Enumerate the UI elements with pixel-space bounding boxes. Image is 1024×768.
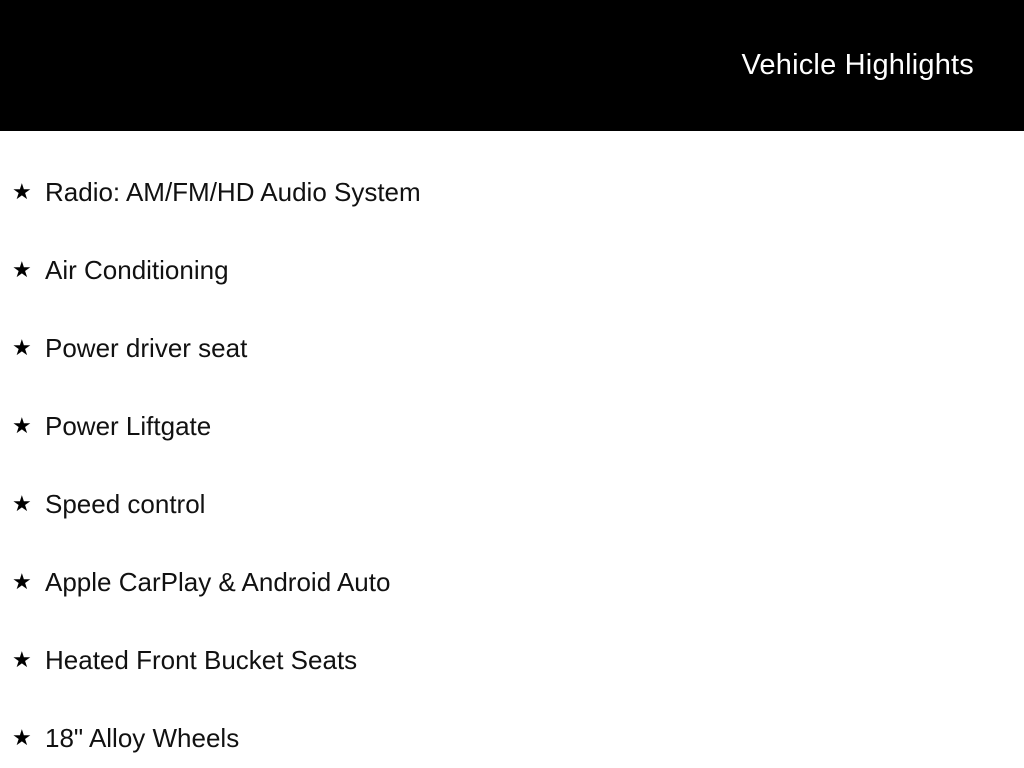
list-item: [0, 699, 1024, 768]
star-icon: ★: [12, 179, 32, 204]
list-item: [0, 387, 1024, 465]
star-icon: ★: [12, 725, 32, 750]
list-item: [0, 231, 1024, 309]
header-bar: [0, 0, 1024, 131]
page-title: Vehicle Highlights: [741, 49, 974, 81]
list-item-label: Radio: AM/FM/HD Audio System: [45, 177, 421, 207]
list-item-label: Heated Front Bucket Seats: [45, 645, 358, 675]
list-item: [0, 621, 1024, 699]
list-item: [0, 543, 1024, 621]
star-icon: ★: [12, 647, 32, 672]
list-item-label: Air Conditioning: [45, 255, 229, 285]
list-item-label: Power Liftgate: [45, 411, 212, 441]
vehicle-highlights-list: [0, 131, 1024, 768]
star-icon: ★: [12, 335, 32, 360]
list-item: [0, 309, 1024, 387]
star-icon: ★: [12, 413, 32, 438]
list-item: [0, 153, 1024, 231]
list-item-label: Speed control: [45, 489, 206, 519]
list-item: [0, 465, 1024, 543]
list-item-label: Power driver seat: [45, 333, 248, 363]
star-icon: ★: [12, 569, 32, 594]
star-icon: ★: [12, 257, 32, 282]
star-icon: ★: [12, 491, 32, 516]
list-item-label: Apple CarPlay & Android Auto: [45, 567, 391, 597]
list-item-label: 18" Alloy Wheels: [45, 723, 240, 753]
